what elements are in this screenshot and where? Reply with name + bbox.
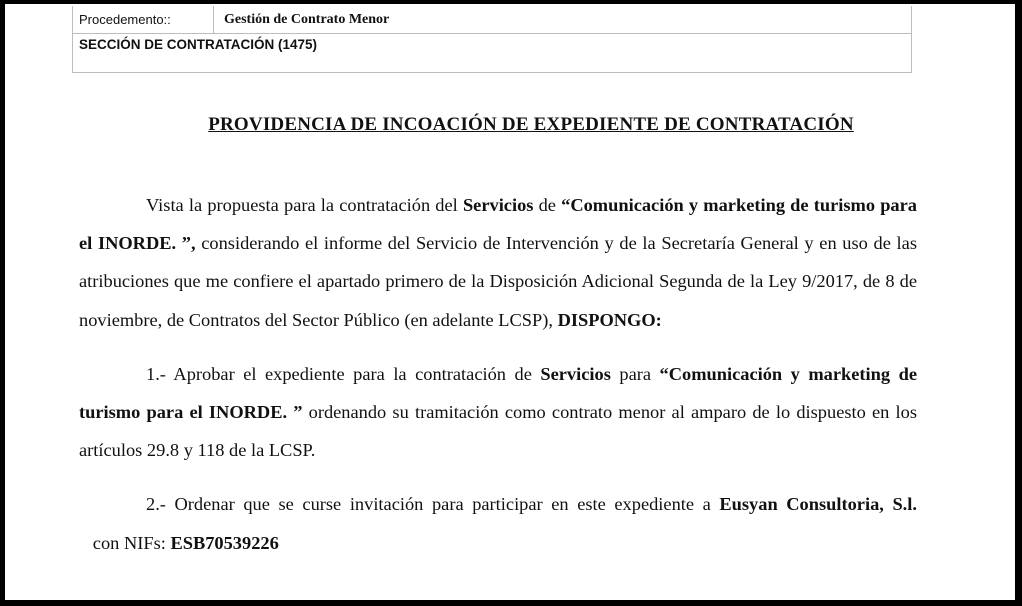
procedure-row [73, 6, 911, 34]
section-label: SECCIÓN DE CONTRATACIÓN (1475) [79, 37, 318, 52]
text-span: de [533, 195, 562, 215]
bold-span: Eusyan Consultoria, S.l. [719, 494, 917, 515]
bold-span: DISPONGO: [557, 309, 662, 330]
procedure-value: Gestión de Contrato Menor [224, 12, 390, 27]
bold-span: Servicios [540, 363, 611, 384]
procedure-label: Procedemento:: [73, 6, 214, 33]
text-span: 1.- Aprobar el expediente para la contratación de [146, 363, 541, 384]
text-span: ordenando su tramitación como contrato menor al amparo de lo dispuesto en los artículos 29.8 y 118 de la LCSP. [79, 402, 918, 461]
text-span: 2.- Ordenar que se curse invitación para participar en este expediente a [146, 494, 720, 515]
bold-span: ESB70539226 [170, 532, 279, 553]
bold-span: “Comunicación y marketing de turismo para el INORDE. ” [79, 363, 917, 423]
bold-span: Servicios [462, 195, 534, 215]
text-span: Vista la propuesta para la contratación del [146, 195, 463, 215]
text-span: con NIFs: [79, 532, 171, 553]
text-span: considerando el informe del Servicio de Intervención y de la Secretaría General y en uso de las atribuciones que me confiere el apartado primero de la Disposición Adicional Segunda de la Ley 9/2017, de 8 de noviembre, de Contratos del Sector Público (en adelante LCSP), [79, 233, 917, 330]
bold-span: “Comunicación y marketing de turismo para el INORDE. ”, [79, 195, 917, 254]
document-body [79, 186, 917, 578]
document-title: PROVIDENCIA DE INCOACIÓN DE EXPEDIENTE DE CONTRATACIÓN [208, 114, 854, 135]
text-span: para [610, 363, 660, 384]
paragraph-approve [79, 355, 917, 470]
paragraph-proposal [79, 186, 917, 339]
header-table [72, 6, 912, 73]
paragraph-invite [79, 485, 917, 561]
